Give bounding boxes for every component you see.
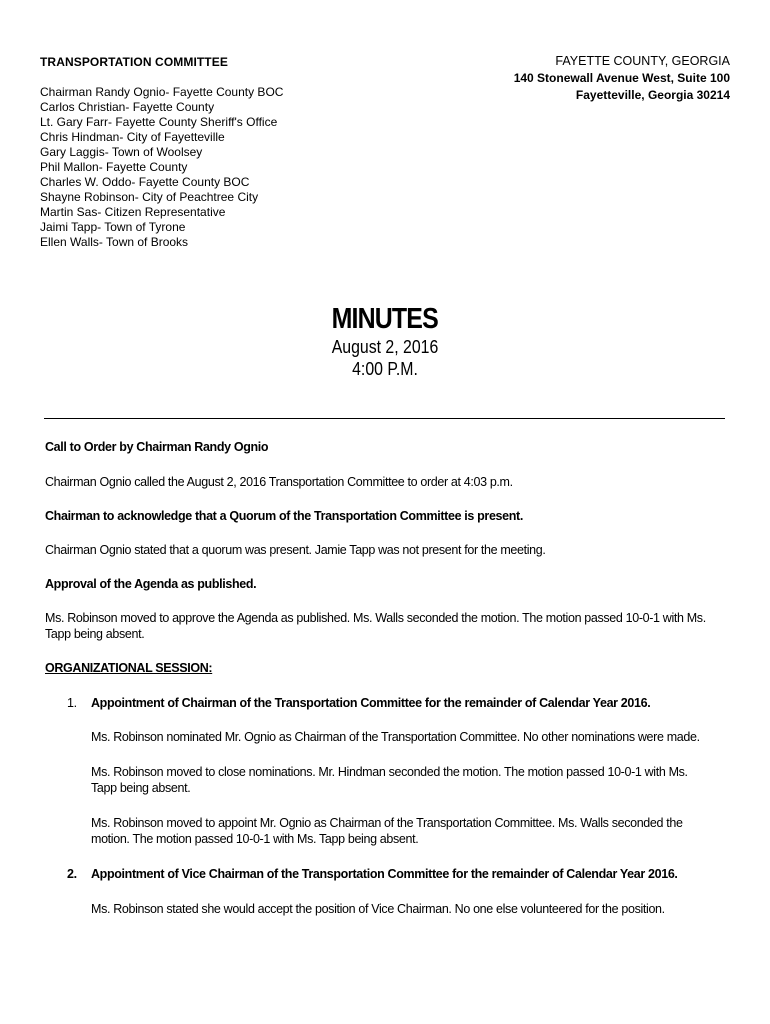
member-item: Martin Sas- Citizen Representative <box>40 205 226 219</box>
item-number: 2. <box>67 867 77 881</box>
member-item: Ellen Walls- Town of Brooks <box>40 235 189 249</box>
horizontal-divider <box>44 418 725 419</box>
member-item: Gary Laggis- Town of Woolsey <box>40 145 203 159</box>
meeting-date: August 2, 2016 <box>331 337 439 357</box>
item1-para2-line1: Ms. Robinson moved to close nominations. Mr. Hindman seconded the motion. The motion passed 10-0-1 with Ms. <box>91 765 688 779</box>
call-to-order-text: Chairman Ognio called the August 2, 2016 Transportation Committee to order at 4:03 p.m. <box>45 475 513 489</box>
member-item: Carlos Christian- Fayette County <box>40 100 215 114</box>
street-address: 140 Stonewall Avenue West, Suite 100 <box>513 71 730 85</box>
agenda-heading: Approval of the Agenda as published. <box>45 577 257 591</box>
agenda-text-line1: Ms. Robinson moved to approve the Agenda as published. Ms. Walls seconded the motion. The motion passed 10-0-1 with Ms. <box>45 611 706 625</box>
item-label: Appointment of Vice Chairman of the Transportation Committee for the remainder of Calendar Year 2016. <box>91 867 678 881</box>
item1-para3-line1: Ms. Robinson moved to appoint Mr. Ognio as Chairman of the Transportation Committee. Ms. Walls seconded the <box>91 816 683 830</box>
quorum-text: Chairman Ognio stated that a quorum was present. Jamie Tapp was not present for the meeting. <box>45 543 546 557</box>
item2-para1: Ms. Robinson stated she would accept the position of Vice Chairman. No one else volunteered for the position. <box>91 902 665 916</box>
member-item: Chris Hindman- City of Fayetteville <box>40 130 225 144</box>
call-to-order-heading: Call to Order by Chairman Randy Ognio <box>45 440 269 454</box>
item1-para2-line2: Tapp being absent. <box>91 781 191 795</box>
page-title: MINUTES <box>331 303 439 335</box>
city-address: Fayetteville, Georgia 30214 <box>575 88 730 102</box>
member-list <box>40 85 283 250</box>
member-item: Phil Mallon- Fayette County <box>40 160 188 174</box>
item-number: 1. <box>67 696 77 710</box>
member-item: Jaimi Tapp- Town of Tyrone <box>40 220 186 234</box>
quorum-heading: Chairman to acknowledge that a Quorum of the Transportation Committee is present. <box>45 509 523 523</box>
item1-para1: Ms. Robinson nominated Mr. Ognio as Chairman of the Transportation Committee. No other nominations were made. <box>91 730 700 744</box>
member-item: Chairman Randy Ognio- Fayette County BOC <box>40 85 284 99</box>
title-block <box>0 302 770 380</box>
item1-para3-line2: motion. The motion passed 10-0-1 with Ms. Tapp being absent. <box>91 832 419 846</box>
address-block <box>514 53 730 104</box>
session-heading: ORGANIZATIONAL SESSION: <box>45 661 213 675</box>
member-item: Shayne Robinson- City of Peachtree City <box>40 190 259 204</box>
member-item: Charles W. Oddo- Fayette County BOC <box>40 175 250 189</box>
county-name: FAYETTE COUNTY, GEORGIA <box>555 54 730 68</box>
item-label: Appointment of Chairman of the Transportation Committee for the remainder of Calendar Year 2016. <box>91 696 651 710</box>
meeting-time: 4:00 P.M. <box>352 359 418 379</box>
committee-title: TRANSPORTATION COMMITTEE <box>40 55 228 69</box>
session-heading-wrap <box>45 660 735 676</box>
member-item: Lt. Gary Farr- Fayette County Sheriff's Office <box>40 115 278 129</box>
agenda-text-line2: Tapp being absent. <box>45 627 145 641</box>
